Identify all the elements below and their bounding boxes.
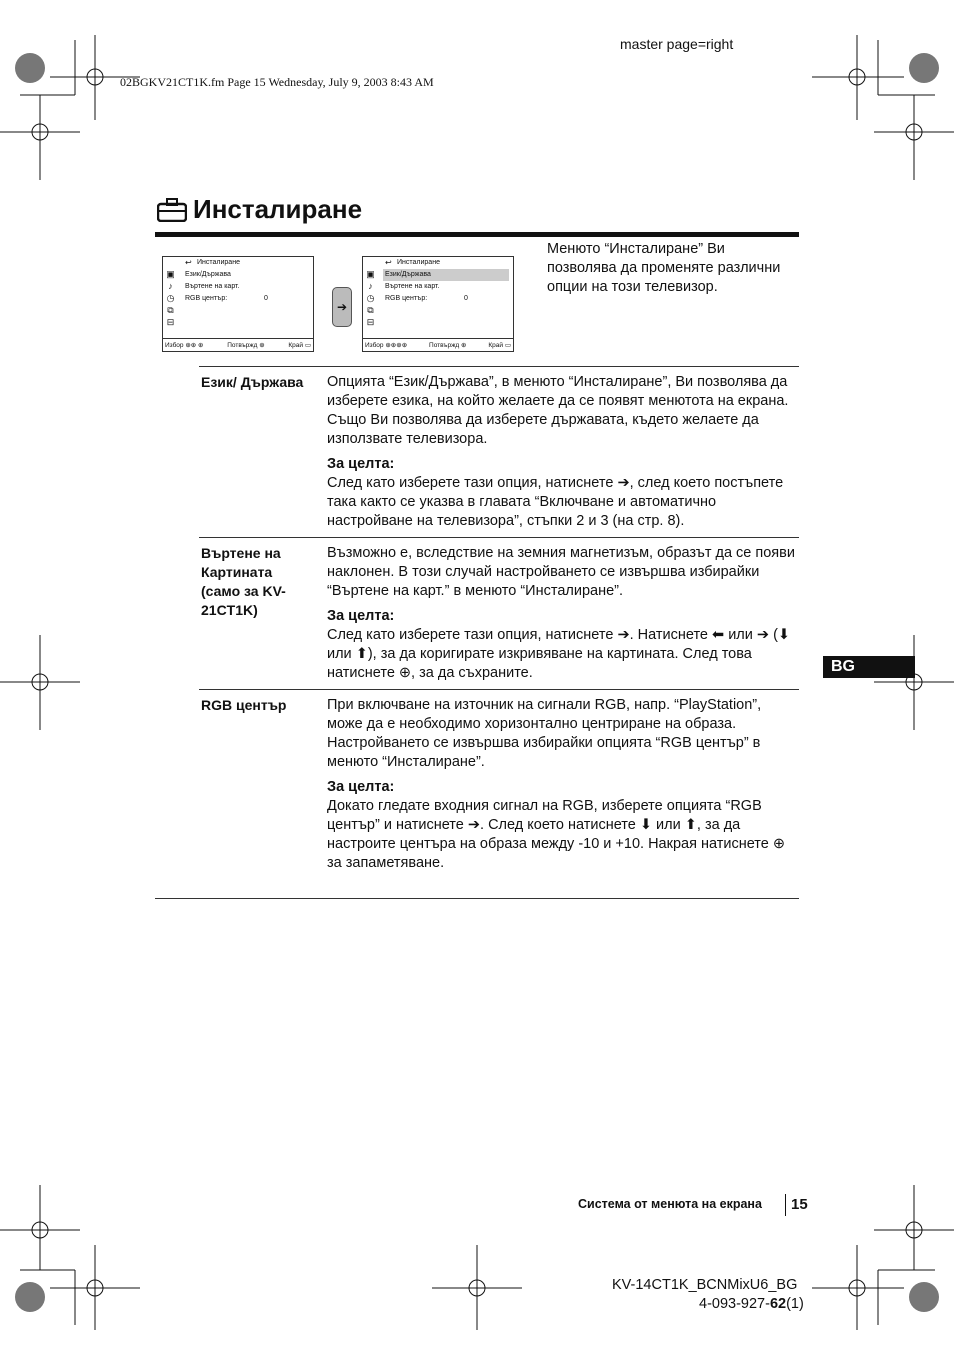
purpose-label: За целта: — [327, 779, 395, 795]
purpose-label: За целта: — [327, 608, 395, 624]
menu-item-selected: Език/Държава — [383, 269, 509, 281]
row-body — [327, 544, 799, 683]
table-row — [199, 689, 799, 879]
footer-confirm: Потвържд ⊕ — [227, 342, 265, 349]
document-code — [699, 1296, 804, 1312]
page-number: 15 — [791, 1196, 808, 1213]
purpose-text: След като изберете тази опция, натиснете ➔. Натиснете ⬅ или ➔ (⬇ или ⬆), за да коригирате изкривяване на картината. След това натиснете ⊕, за да съхраните. — [327, 627, 791, 681]
row-label: Въртене на Картината (само за KV-21CT1K) — [201, 545, 286, 618]
code-suffix: (1) — [786, 1296, 804, 1312]
footer-select: Избор ⊕⊕ ⊕ — [165, 342, 204, 349]
table-bottom-rule — [155, 898, 799, 899]
screen-title: Инсталиране — [397, 259, 440, 266]
row-label: Език/ Държава — [201, 374, 304, 390]
page-title-text: Инсталиране — [193, 194, 363, 224]
toolbox-icon — [157, 198, 187, 222]
menu-item-label: RGB център: — [385, 295, 428, 302]
code-prefix: 4-093-927- — [699, 1296, 770, 1312]
table-row — [199, 366, 799, 537]
sound-icon: ♪ — [168, 281, 173, 291]
row-description: При включване на източник на сигнали RGB, напр. “PlayStation”, може да е необходимо хоризонтално центриране на образа. Настройването се извършва избирайки опцията “RGB център” в менюто “Инсталиране”. — [327, 697, 762, 770]
tv-menu-screen-before — [162, 256, 314, 352]
purpose-text: След като изберете тази опция, натиснете ➔, след което постъпете така както се указва в главата “Включване и автоматично настройване на телевизора”, стъпки 2 и 3 (на стр. 8). — [327, 475, 784, 529]
menu-items — [383, 269, 509, 305]
row-body — [327, 696, 799, 873]
picture-icon: ▣ — [366, 269, 375, 279]
language-tab: BG — [823, 656, 915, 678]
timer-icon: ◷ — [366, 293, 375, 303]
file-info-line: 02BGKV21CT1K.fm Page 15 Wednesday, July 9, 2003 8:43 AM — [120, 75, 434, 89]
menu-item: Въртене на карт. — [385, 283, 440, 290]
rgb-value: 0 — [464, 295, 468, 302]
menu-item: Въртене на карт. — [185, 283, 240, 290]
row-body — [327, 373, 799, 531]
footer-exit: Край ▭ — [488, 342, 511, 349]
return-icon: ↩ — [185, 258, 192, 267]
picture-icon: ▣ — [166, 269, 175, 279]
menu-item-label: RGB център: — [185, 295, 228, 302]
footer-divider — [785, 1194, 786, 1216]
screen-title: Инсталиране — [197, 259, 240, 266]
table-row — [199, 537, 799, 689]
purpose-label: За целта: — [327, 456, 395, 472]
sound-icon: ♪ — [368, 281, 373, 291]
menu-icon-column — [165, 269, 178, 328]
model-line: KV-14CT1K_BCNMixU6_BG — [612, 1277, 798, 1293]
row-description: Опцията “Език/Държава”, в менюто “Инсталиране”, Ви позволява да изберете езика, на който желаете да се появят менютота на екрана. Също Ви позволява да изберете държавата, където желаете да използвате телевизора. — [327, 374, 789, 447]
menu-items — [183, 269, 309, 305]
menu-item — [183, 293, 309, 305]
section-intro: Менюто “Инсталиране” Ви позволява да променяте различни опции на този телевизор. — [547, 241, 781, 295]
row-label: RGB център — [201, 697, 287, 713]
title-rule — [155, 232, 799, 237]
menu-item — [383, 293, 509, 305]
footer-section-name: Система от менюта на екрана — [578, 1197, 762, 1211]
timer-icon: ◷ — [166, 293, 175, 303]
code-bold: 62 — [769, 1296, 787, 1312]
tv-menu-screen-after — [362, 256, 514, 352]
screen-footer — [163, 338, 313, 351]
toolbox-icon: ⊟ — [366, 317, 375, 327]
footer-select: Избор ⊕⊕⊕⊕ — [365, 342, 408, 349]
menu-icon-column — [365, 269, 378, 328]
page-title — [157, 194, 362, 225]
footer-confirm: Потвържд ⊕ — [429, 342, 467, 349]
setup-icon: ⧉ — [167, 305, 174, 315]
footer-exit: Край ▭ — [288, 342, 311, 349]
toolbox-icon: ⊟ — [166, 317, 175, 327]
return-icon: ↩ — [385, 258, 392, 267]
options-table — [199, 366, 799, 879]
purpose-text: Докато гледате входния сигнал на RGB, изберете опцията “RGB център” и натиснете ➔. След което натиснете ⬇ или ⬆, за да настроите центъра на образа между -10 и +10. Накрая натиснете ⊕ за запаметяване. — [327, 798, 786, 871]
screen-footer — [363, 338, 513, 351]
rgb-value: 0 — [264, 295, 268, 302]
setup-icon: ⧉ — [367, 305, 374, 315]
row-description: Възможно е, вследствие на земния магнетизъм, образът да се появи наклонен. В този случай настройването се извършва избирайки “Въртене на карт.” в менюто “Инсталиране”. — [327, 545, 795, 599]
right-arrow-button-icon: ➔ — [332, 287, 352, 327]
menu-item: Език/Държава — [185, 271, 231, 278]
master-page-note: master page=right — [620, 36, 734, 52]
